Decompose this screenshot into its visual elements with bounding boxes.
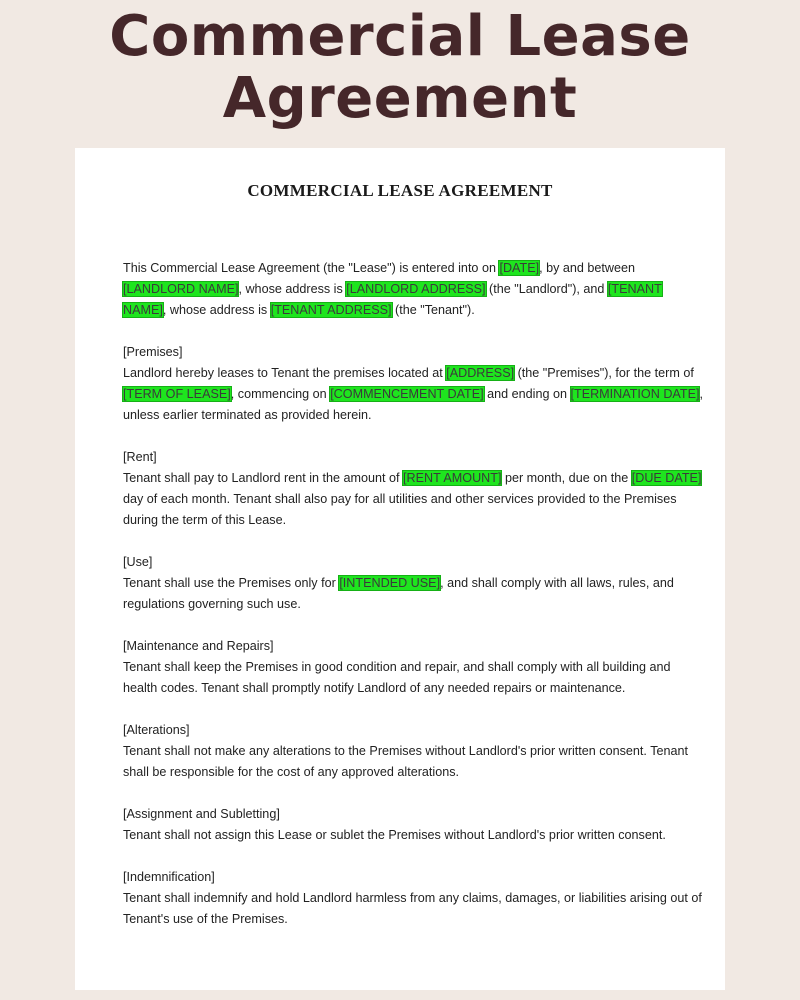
commencement-date-placeholder[interactable]: [COMMENCEMENT DATE]: [330, 387, 484, 401]
maintenance-section: [123, 636, 703, 699]
premises-text: , commencing on: [230, 387, 331, 401]
premises-text: Landlord hereby leases to Tenant the premises located at: [123, 366, 447, 380]
termination-date-placeholder[interactable]: [TERMINATION DATE]: [570, 387, 700, 401]
assignment-section: [123, 804, 703, 846]
address-placeholder[interactable]: [ADDRESS]: [446, 366, 515, 380]
rent-amount-placeholder[interactable]: [RENT AMOUNT]: [403, 471, 502, 485]
rent-text: Tenant shall pay to Landlord rent in the amount of: [123, 471, 404, 485]
intro-text: This Commercial Lease Agreement (the "Lease") is entered into on: [123, 261, 500, 275]
use-heading: [Use]: [123, 555, 153, 569]
use-section: [123, 552, 703, 615]
rent-text: per month, due on the: [501, 471, 632, 485]
tenant-address-placeholder[interactable]: [TENANT ADDRESS]: [270, 303, 392, 317]
banner-title: [0, 0, 800, 130]
due-date-placeholder[interactable]: [DUE DATE]: [631, 471, 702, 485]
premises-text: (the "Premises"), for the term of: [514, 366, 694, 380]
intro-text: , whose address is: [162, 303, 271, 317]
alterations-section: [123, 720, 703, 783]
intro-text: , by and between: [539, 261, 636, 275]
tenant-name-placeholder[interactable]: [TENANT NAME]: [123, 282, 662, 317]
intro-text: , whose address is: [238, 282, 347, 296]
maintenance-text: Tenant shall keep the Premises in good condition and repair, and shall comply with all building and health codes. Tenant shall promptly notify Landlord of any needed repairs or maintenance.: [123, 660, 671, 695]
premises-heading: [Premises]: [123, 345, 183, 359]
maintenance-heading: [Maintenance and Repairs]: [123, 639, 274, 653]
banner-title-line-1: Commercial Lease: [109, 4, 691, 69]
indemnification-text: Tenant shall indemnify and hold Landlord harmless from any claims, damages, or liabilities arising out of Tenant's use of the Premises.: [123, 891, 702, 926]
indemnification-section: [123, 867, 703, 930]
alterations-heading: [Alterations]: [123, 723, 190, 737]
banner-title-line-2: Agreement: [222, 66, 578, 131]
intro-text: (the "Landlord"), and: [485, 282, 608, 296]
indemnification-heading: [Indemnification]: [123, 870, 215, 884]
intro-text: (the "Tenant").: [391, 303, 475, 317]
landlord-name-placeholder[interactable]: [LANDLORD NAME]: [123, 282, 239, 296]
rent-section: [123, 447, 703, 531]
document-title: COMMERCIAL LEASE AGREEMENT: [247, 181, 553, 200]
intro-paragraph: [123, 258, 703, 321]
assignment-text: Tenant shall not assign this Lease or sublet the Premises without Landlord's prior written consent.: [123, 828, 666, 842]
term-of-lease-placeholder[interactable]: [TERM OF LEASE]: [123, 387, 231, 401]
date-placeholder[interactable]: [DATE]: [499, 261, 540, 275]
document-body: [123, 258, 703, 951]
use-text: Tenant shall use the Premises only for: [123, 576, 340, 590]
rent-text: day of each month. Tenant shall also pay for all utilities and other services provided to the Premises during the term of this Lease.: [123, 492, 677, 527]
premises-text: and ending on: [483, 387, 571, 401]
assignment-heading: [Assignment and Subletting]: [123, 807, 280, 821]
rent-heading: [Rent]: [123, 450, 157, 464]
premises-section: [123, 342, 703, 426]
alterations-text: Tenant shall not make any alterations to the Premises without Landlord's prior written consent. Tenant shall be responsible for the cost of any approved alterations.: [123, 744, 689, 779]
landlord-address-placeholder[interactable]: [LANDLORD ADDRESS]: [346, 282, 486, 296]
premises-text: , unless earlier terminated as provided herein.: [123, 387, 703, 422]
use-text: , and shall comply with all laws, rules, and regulations governing such use.: [123, 576, 674, 611]
intended-use-placeholder[interactable]: [INTENDED USE]: [339, 576, 441, 590]
